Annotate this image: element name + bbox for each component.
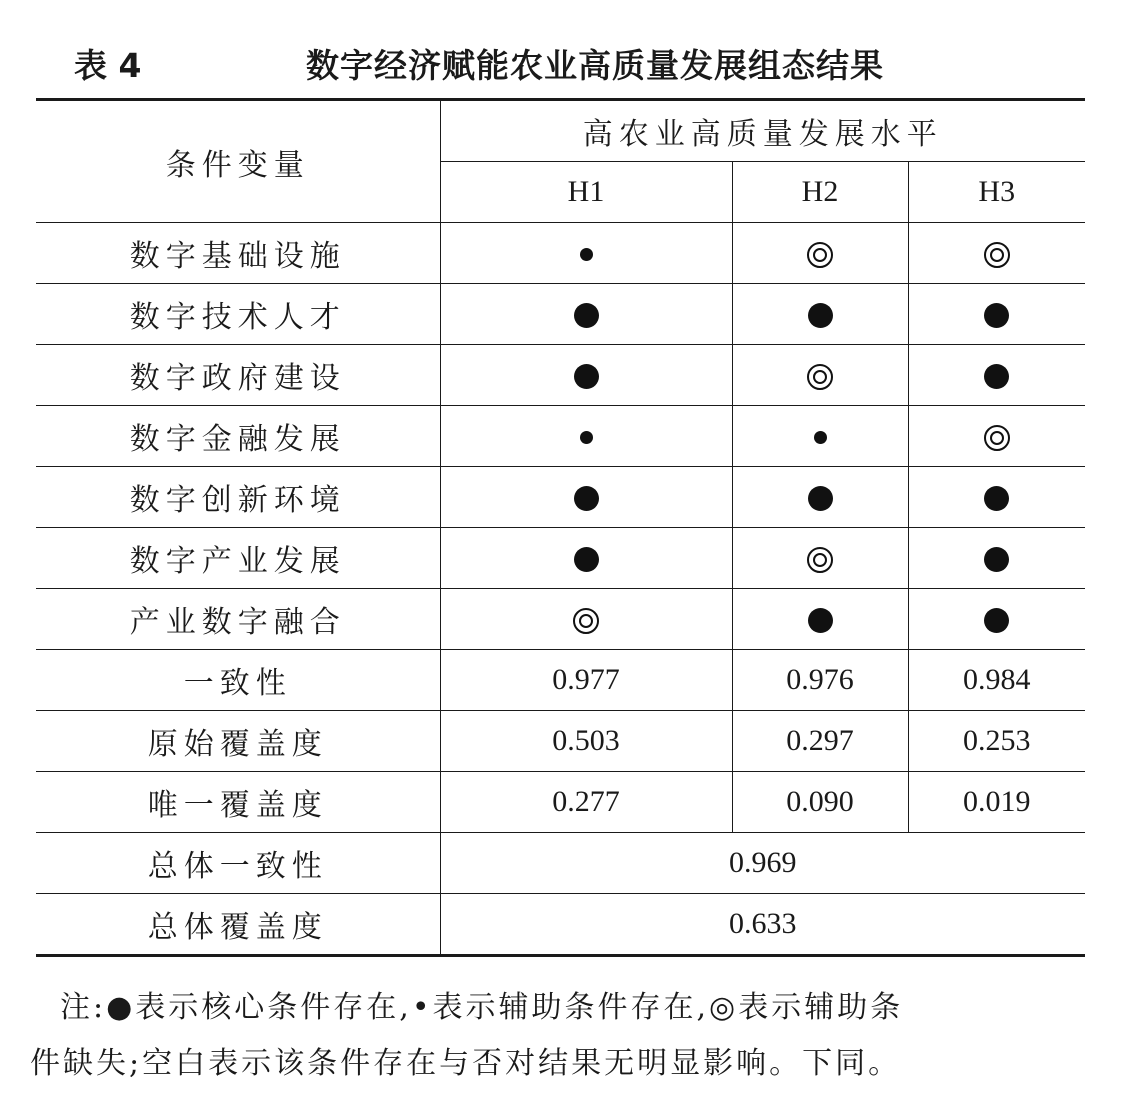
condition-cell <box>908 467 1085 528</box>
condition-label: 数字政府建设 <box>36 345 440 406</box>
statistic-row <box>36 650 1085 711</box>
condition-label: 产业数字融合 <box>36 589 440 650</box>
table-number: 表 4 <box>74 46 142 85</box>
statistic-label: 一致性 <box>36 650 440 711</box>
absent-condition-icon <box>984 242 1010 268</box>
condition-cell <box>440 345 732 406</box>
absent-condition-icon <box>984 425 1010 451</box>
statistic-value: 0.984 <box>908 650 1085 711</box>
condition-row <box>36 467 1085 528</box>
condition-label: 数字金融发展 <box>36 406 440 467</box>
condition-cell <box>732 284 908 345</box>
core-condition-icon <box>984 486 1009 511</box>
condition-cell <box>908 406 1085 467</box>
header-row-outcome <box>36 100 1085 162</box>
condition-cell <box>908 345 1085 406</box>
statistic-value: 0.297 <box>732 711 908 772</box>
condition-cell <box>440 589 732 650</box>
core-condition-icon <box>574 547 599 572</box>
table-note <box>30 980 1090 1092</box>
outcome-header: 高农业高质量发展水平 <box>440 100 1085 162</box>
core-condition-icon <box>808 608 833 633</box>
condition-label: 数字创新环境 <box>36 467 440 528</box>
auxiliary-condition-icon <box>814 431 827 444</box>
condition-cell <box>440 223 732 284</box>
statistic-row <box>36 711 1085 772</box>
statistic-value: 0.090 <box>732 772 908 833</box>
summary-label: 总体一致性 <box>36 833 440 894</box>
summary-value: 0.633 <box>440 894 1085 956</box>
statistic-value: 0.503 <box>440 711 732 772</box>
summary-label: 总体覆盖度 <box>36 894 440 956</box>
condition-cell <box>732 406 908 467</box>
column-header-h2: H2 <box>732 162 908 223</box>
statistic-label: 唯一覆盖度 <box>36 772 440 833</box>
configuration-table <box>36 98 1085 957</box>
core-condition-icon <box>574 364 599 389</box>
condition-cell <box>440 528 732 589</box>
statistic-value: 0.277 <box>440 772 732 833</box>
column-header-h1: H1 <box>440 162 732 223</box>
condition-label: 数字产业发展 <box>36 528 440 589</box>
condition-label: 数字技术人才 <box>36 284 440 345</box>
absent-condition-icon <box>807 242 833 268</box>
condition-cell <box>732 345 908 406</box>
auxiliary-condition-icon <box>580 431 593 444</box>
statistic-value: 0.977 <box>440 650 732 711</box>
core-condition-icon <box>574 486 599 511</box>
condition-row <box>36 284 1085 345</box>
statistic-label: 原始覆盖度 <box>36 711 440 772</box>
condition-cell <box>908 284 1085 345</box>
core-condition-icon <box>808 303 833 328</box>
summary-row <box>36 894 1085 956</box>
condition-cell <box>440 406 732 467</box>
condition-cell <box>732 467 908 528</box>
statistic-value: 0.976 <box>732 650 908 711</box>
statistic-value: 0.019 <box>908 772 1085 833</box>
core-condition-icon <box>984 547 1009 572</box>
table-caption <box>74 40 1084 90</box>
condition-label: 数字基础设施 <box>36 223 440 284</box>
table-title: 数字经济赋能农业高质量发展组态结果 <box>306 46 884 85</box>
auxiliary-condition-icon <box>580 248 593 261</box>
absent-condition-icon <box>807 364 833 390</box>
note-line-1: 注:●表示核心条件存在,•表示辅助条件存在,◎表示辅助条 <box>60 990 904 1025</box>
condition-cell <box>732 528 908 589</box>
condition-variable-header: 条件变量 <box>36 100 440 223</box>
condition-row <box>36 589 1085 650</box>
core-condition-icon <box>984 608 1009 633</box>
absent-condition-icon <box>807 547 833 573</box>
statistic-value: 0.253 <box>908 711 1085 772</box>
condition-cell <box>732 223 908 284</box>
condition-cell <box>908 528 1085 589</box>
note-line-2: 件缺失;空白表示该条件存在与否对结果无明显影响。下同。 <box>30 1046 902 1081</box>
summary-row <box>36 833 1085 894</box>
condition-row <box>36 345 1085 406</box>
condition-cell <box>908 223 1085 284</box>
condition-cell <box>440 467 732 528</box>
core-condition-icon <box>574 303 599 328</box>
statistic-row <box>36 772 1085 833</box>
condition-row <box>36 406 1085 467</box>
core-condition-icon <box>984 303 1009 328</box>
condition-cell <box>908 589 1085 650</box>
core-condition-icon <box>808 486 833 511</box>
core-condition-icon <box>984 364 1009 389</box>
condition-cell <box>732 589 908 650</box>
summary-value: 0.969 <box>440 833 1085 894</box>
condition-cell <box>440 284 732 345</box>
condition-row <box>36 528 1085 589</box>
column-header-h3: H3 <box>908 162 1085 223</box>
condition-row <box>36 223 1085 284</box>
absent-condition-icon <box>573 608 599 634</box>
